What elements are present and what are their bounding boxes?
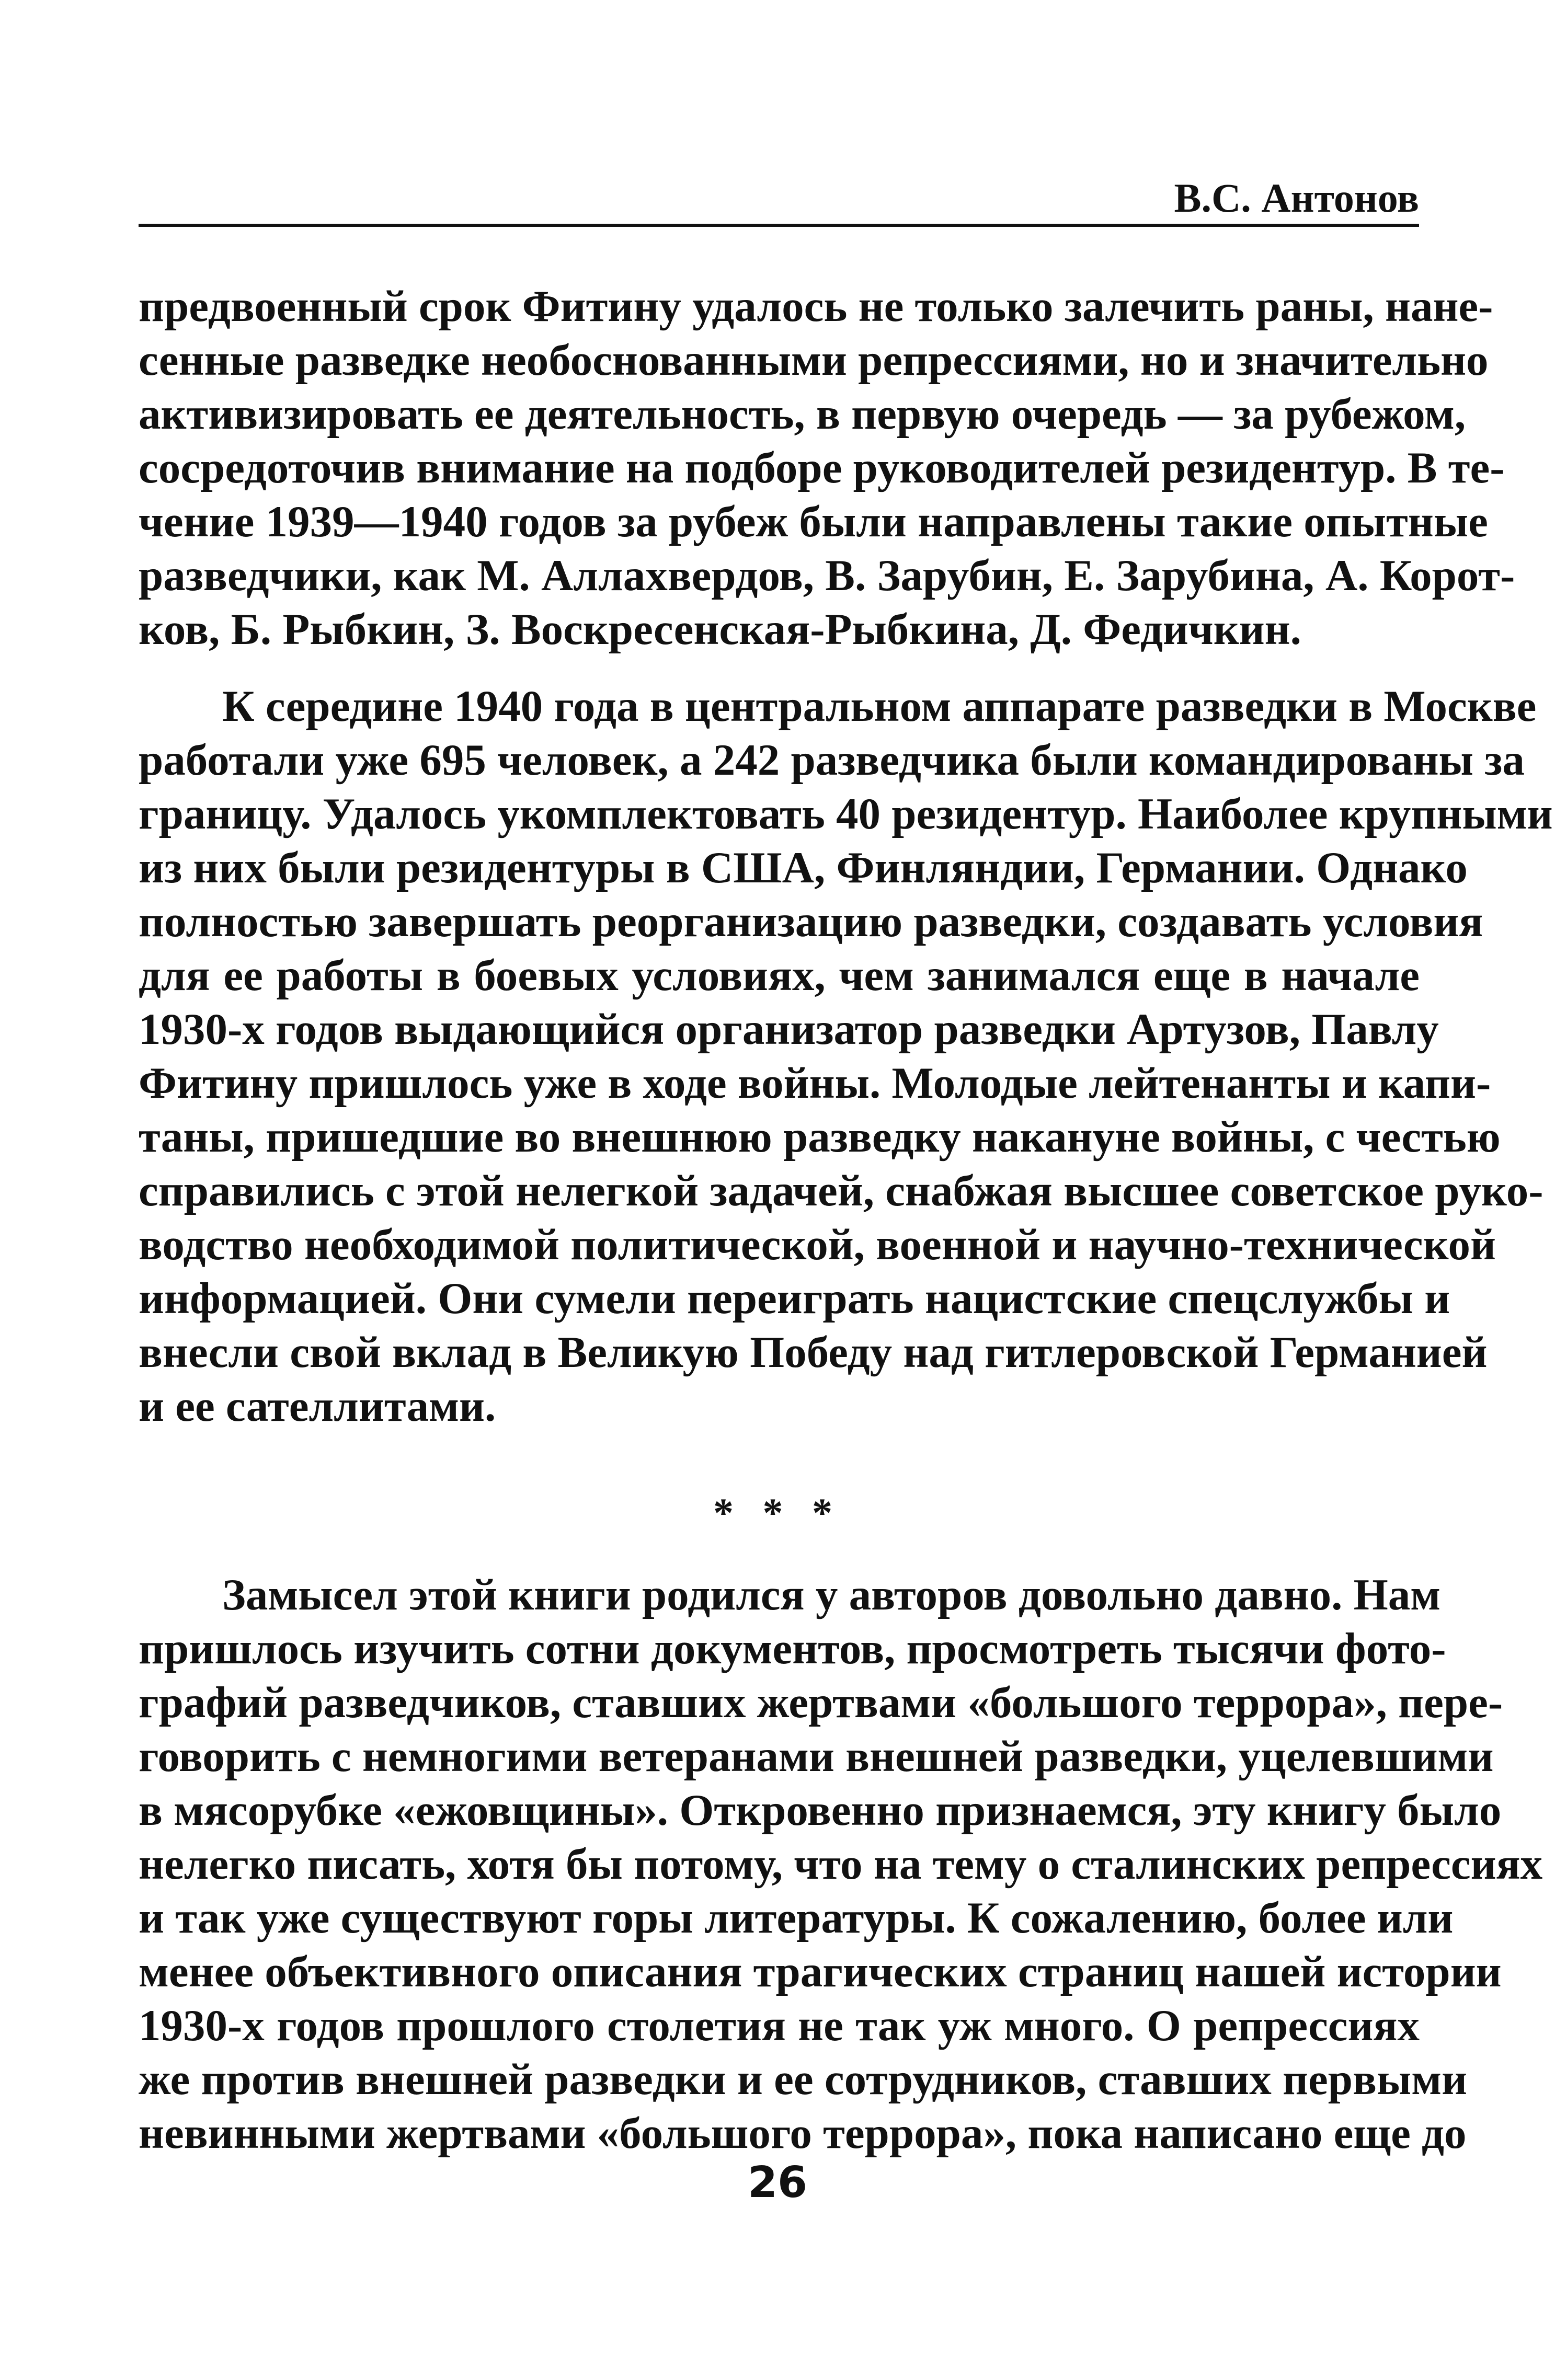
text-line: предвоенный срок Фитину удалось не только залечить раны, нане-	[139, 282, 1493, 331]
text-line: справились с этой нелегкой задачей, снабжая высшее советское руко-	[139, 1166, 1543, 1215]
text-line: сосредоточив внимание на подборе руководителей резидентур. В те-	[139, 443, 1505, 492]
text-line: полностью завершать реорганизацию разведки, создавать условия	[139, 897, 1483, 946]
text-line: разведчики, как М. Аллахвердов, В. Зарубин, Е. Зарубина, А. Корот-	[139, 551, 1515, 600]
text-line: в мясорубке «ежовщины». Откровенно признаемся, эту книгу было	[139, 1786, 1502, 1835]
text-line: информацией. Они сумели переиграть нацистские спецслужбы и	[139, 1274, 1450, 1323]
text-line: К середине 1940 года в центральном аппарате разведки в Москве	[222, 682, 1537, 731]
text-line: менее объективного описания трагических страниц нашей истории	[139, 1947, 1502, 1996]
text-line: сенные разведке необоснованными репрессиями, но и значительно	[139, 336, 1489, 385]
text-line: же против внешней разведки и ее сотрудников, ставших первыми	[139, 2055, 1468, 2104]
text-line: ков, Б. Рыбкин, З. Воскресенская-Рыбкина, Д. Федичкин.	[139, 605, 1301, 654]
paragraph-3	[139, 1568, 1543, 2160]
text-line: нелегко писать, хотя бы потому, что на тему о сталинских репрессиях	[139, 1839, 1543, 1889]
text-line: говорить с немногими ветеранами внешней разведки, уцелевшими	[139, 1732, 1494, 1781]
text-line: Фитину пришлось уже в ходе войны. Молодые лейтенанты и капи-	[139, 1059, 1491, 1108]
paragraph-2	[139, 680, 1553, 1433]
text-line: границу. Удалось укомплектовать 40 резидентур. Наиболее крупными	[139, 789, 1553, 838]
text-line: из них были резидентуры в США, Финляндии, Германии. Однако	[139, 843, 1468, 892]
text-line: 1930-х годов выдающийся организатор разведки Артузов, Павлу	[139, 1005, 1439, 1054]
text-line: невинными жертвами «большого террора», пока написано еще до	[139, 2109, 1467, 2158]
text-line: 1930-х годов прошлого столетия не так уж много. О репрессиях	[139, 2001, 1420, 2050]
text-line: работали уже 695 человек, а 242 разведчика были командированы за	[139, 735, 1525, 785]
text-line: активизировать ее деятельность, в первую очередь — за рубежом,	[139, 389, 1466, 439]
text-line: водство необходимой политической, военной и научно-технической	[139, 1220, 1496, 1269]
text-line: и ее сателлитами.	[139, 1382, 496, 1431]
text-line: внесли свой вклад в Великую Победу над гитлеровской Германией	[139, 1328, 1488, 1377]
running-header-author: В.С. Антонов	[1174, 175, 1419, 221]
section-separator: * * *	[713, 1490, 842, 1535]
text-line: и так уже существуют горы литературы. К сожалению, более или	[139, 1893, 1454, 1942]
paragraph-1	[139, 280, 1515, 657]
text-line: таны, пришедшие во внешнюю разведку накануне войны, с честью	[139, 1112, 1501, 1162]
text-line: Замысел этой книги родился у авторов довольно давно. Нам	[222, 1570, 1441, 1619]
page-number: 26	[747, 2158, 808, 2207]
text-line: чение 1939—1940 годов за рубеж были направлены такие опытные	[139, 497, 1488, 546]
running-header	[139, 166, 1419, 227]
text-line: для ее работы в боевых условиях, чем занимался еще в начале	[139, 951, 1420, 1000]
text-line: пришлось изучить сотни документов, просмотреть тысячи фото-	[139, 1624, 1446, 1673]
text-line: графий разведчиков, ставших жертвами «большого террора», пере-	[139, 1678, 1503, 1727]
